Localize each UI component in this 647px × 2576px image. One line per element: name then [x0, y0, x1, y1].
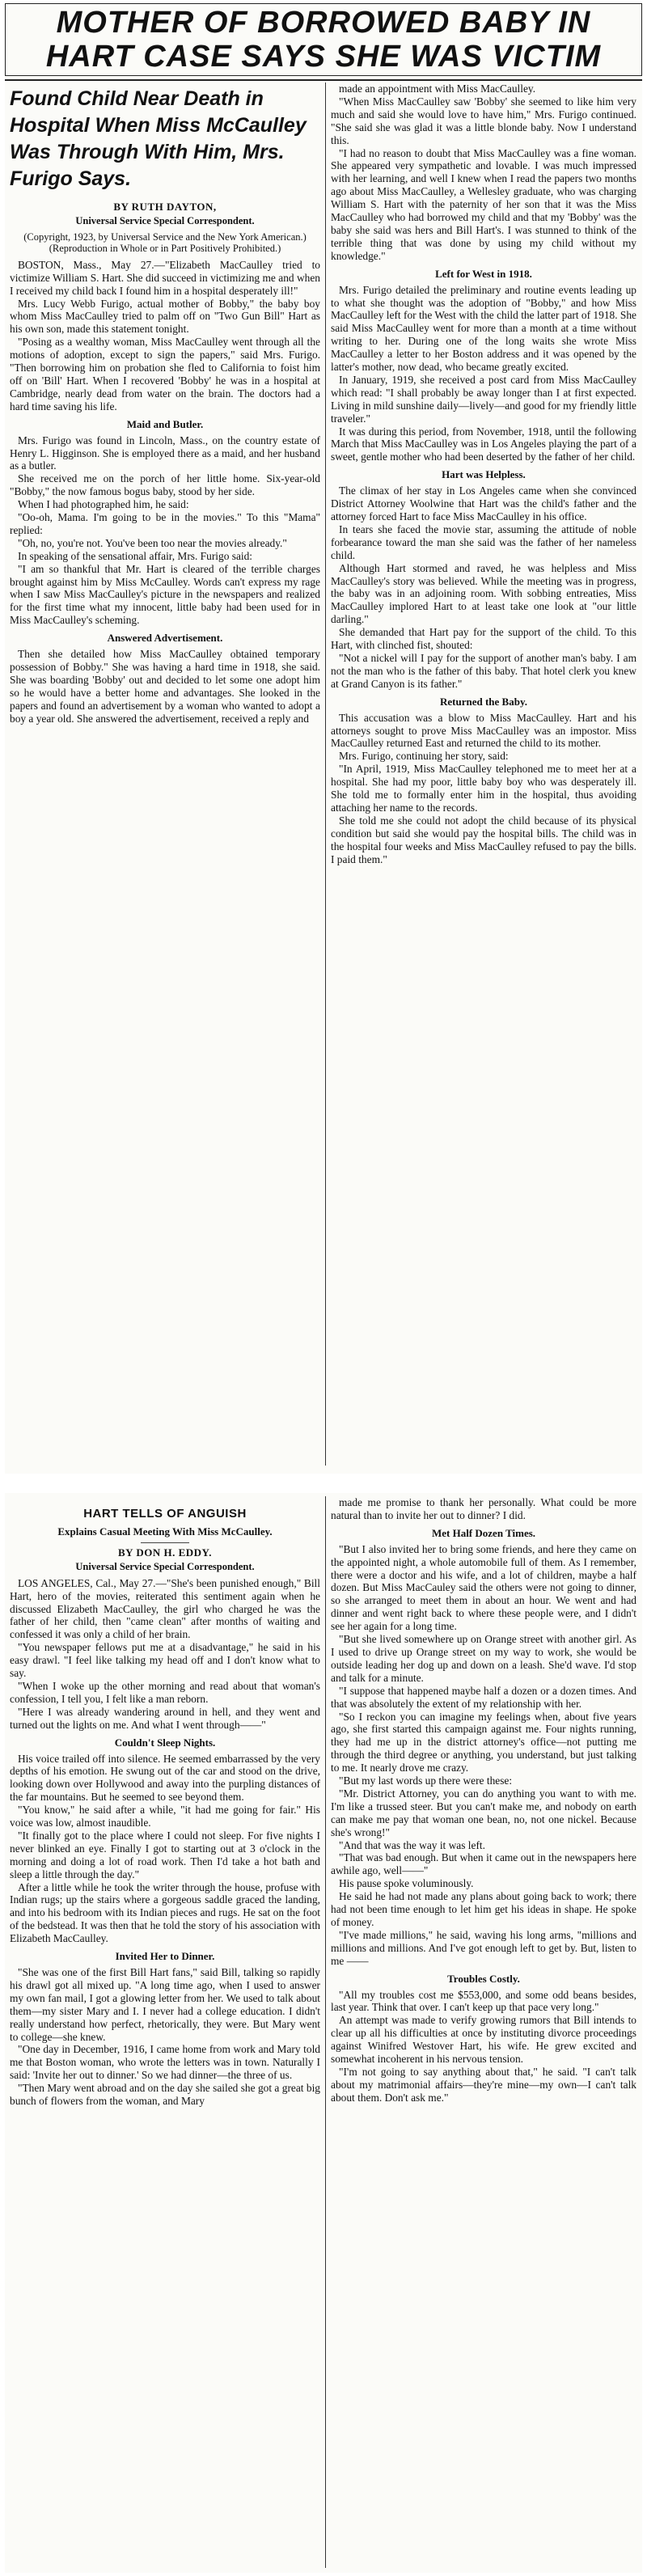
paragraph: "I'm not going to say anything about that," he said. "I can't talk about my matrimonial affairs—they're mine—my own—I can't talk about them. Don't ask me." — [331, 2065, 636, 2104]
article-column-right — [331, 1496, 636, 2104]
paragraph: "I suppose that happened maybe half a dozen or a dozen times. And that was absolutely the extent of my relationship with her. — [331, 1684, 636, 1710]
paragraph: Mrs. Furigo, continuing her story, said: — [339, 750, 509, 763]
section-heading-hart-was-helpless: Hart was Helpless. — [442, 468, 526, 481]
paragraph: "Here I was already wandering around in hell, and they went and turned out the lights on me. And what I went through——" — [10, 1705, 320, 1731]
paragraph: "I had no reason to doubt that Miss MacCaulley was a fine woman. She appeared very sympathetic and lovable. I was much impressed with her learning, and well I knew when I read the papers two months ago about Miss MacCaulley, a Wellesley graduate, who was charging William S. Hart with the paternity of her son that it was the Miss MacCaulley who had borrowed my child and that my 'Bobby' was the baby she said was hers and Bill Hart's. I was stunned to think of the terrible thing that was done by using my child without my knowledge." — [331, 146, 636, 262]
paragraph: Mrs. Furigo detailed the preliminary and routine events leading up to what she thought was the adoption of "Bobby," and how Miss MacCaulley left for the West with the child the latter part of 1918. She said Miss MacCaulley went for more than a month at a time without writing to her. During one of the long waits she wrote Miss MacCaulley a letter to her Boston address and it was opened by the latter's mother, now dead, who became greatly excited. — [331, 283, 636, 374]
paragraph-group — [331, 82, 636, 263]
article-column-left — [10, 1499, 320, 2108]
paragraph: "You newspaper fellows put me at a disadvantage," he said in his easy drawl. "I feel like talking my head off and I don't know what to say. — [10, 1641, 320, 1680]
column-rule — [325, 82, 326, 1466]
paragraph: His pause spoke voluminously. — [339, 1877, 474, 1890]
paragraph: BOSTON, Mass., May 27.—"Elizabeth MacCaulley tried to victimize William S. Hart. She did succeed in victimizing me and when I received my child back I found him in a hospital desperately ill!" — [10, 258, 320, 297]
paragraph-group — [331, 1989, 636, 2104]
section-heading-answered-advertisement: Answered Advertisement. — [107, 632, 223, 645]
headline-box — [5, 3, 642, 76]
paragraph: It was during this period, from November, 1918, until the following March that Miss MacCaulley was in Los Angeles playing the part of a sweet, gentle mother who had been deserted by the father of her child. — [331, 425, 636, 463]
byline: BY RUTH DAYTON, — [113, 201, 217, 213]
paragraph: An attempt was made to verify growing rumors that Bill intends to clear up all his difficulties at once by instituting divorce proceedings against Winifred Westover Hart, his wife. He grew excited and somewhat incoherent in his nervous tension. — [331, 2014, 636, 2066]
paragraph: She received me on the porch of her little home. Six-year-old "Bobby," the now famous bogus baby, stood by her side. — [10, 472, 320, 498]
paragraph: LOS ANGELES, Cal., May 27.—"She's been punished enough," Bill Hart, hero of the movies, reiterated this sentiment again when he discussed Elizabeth MacCaulley, the girl who charged he was the father of her child, then "came clean" after months of waiting and confessed it was only a child of her brain. — [10, 1576, 320, 1641]
section-heading-left-for-west: Left for West in 1918. — [435, 267, 532, 280]
paragraph: made an appointment with Miss MacCaulley. — [339, 82, 536, 95]
paragraph: Mrs. Furigo was found in Lincoln, Mass., on the country estate of Henry L. Higginson. She is employed there as a maid, and her husband as a butler. — [10, 434, 320, 472]
paragraph: "I've made millions," he said, waving his long arms, "millions and millions and millions. And I've got enough left to get by. But, listen to me —— — [331, 1928, 636, 1967]
clipping-hart-case-mother — [5, 3, 642, 1474]
paragraph: "That was bad enough. But when it came out in the newspapers here awhile ago, well——" — [331, 1851, 636, 1877]
paragraph: "In April, 1919, Miss MacCaulley telephoned me to meet her at a hospital. She had my poor, little baby boy who was desperately ill. She told me to formally enter him in the hospital, thus avoiding attaching her name to the records. — [331, 763, 636, 814]
paragraph: "But she lived somewhere up on Orange street with another girl. As I used to drive up Orange street on my way to work, she would be outside leading her dog up and down on a leash. She'd wave. I'd stop and talk for a minute. — [331, 1633, 636, 1684]
paragraph-group — [331, 1543, 636, 1968]
paragraph: "Oh, no, you're not. You've been too near the movies already." — [18, 536, 287, 549]
paragraph-group — [10, 434, 320, 628]
section-heading-invited-her-to-dinner: Invited Her to Dinner. — [115, 1950, 215, 1963]
paragraph: "Posing as a wealthy woman, Miss MacCaulley went through all the motions of adoption, except to sign the papers," said Mrs. Furigo. "Then borrowing him on probation she fled to California to foist him off on 'Bill' Hart. When I recovered 'Bobby' he was in a hospital at Cambridge, nearly dead from water on the brain. The doctors had a hard time saving his life. — [10, 336, 320, 412]
paragraph: "All my troubles cost me $553,000, and some odd beans besides, last year. Think that over. I can't keep up that pace very long." — [331, 1988, 636, 2014]
paragraph: In tears she faced the movie star, assuming the attitude of noble forbearance toward the man she said was the father of her nameless child. — [331, 522, 636, 561]
subheadline: Found Child Near Death in Hospital When Miss McCaulley Was Through With Him, Mrs. Furigo Says. — [10, 87, 307, 190]
paragraph-group — [10, 1577, 320, 1732]
paragraph: In speaking of the sensational affair, Mrs. Furigo said: — [18, 549, 253, 562]
paragraph: "When Miss MacCaulley saw 'Bobby' she seemed to like him very much and said she would love to have him," Mrs. Furigo continued. "She said she was glad it was a little blonde baby. Now I understand this. — [331, 95, 636, 146]
paragraph: Mrs. Lucy Webb Furigo, actual mother of Bobby," the baby boy whom Miss MacCaulley tried to palm off on "Two Gun Bill" Hart as his own son, made this statement tonight. — [10, 297, 320, 336]
divider — [141, 1542, 189, 1543]
paragraph: "You know," he said after a while, "it had me going for fair." His voice was low, almost inaudible. — [10, 1804, 320, 1829]
paragraph: "Oo-oh, Mama. I'm going to be in the movies." To this "Mama" replied: — [10, 511, 320, 536]
paragraph-group — [10, 259, 320, 413]
paragraph-group — [10, 1966, 320, 2108]
paragraph: When I had photographed him, he said: — [18, 498, 189, 511]
paragraph: The climax of her stay in Los Angeles came when she convinced District Attorney Woolwine that Hart was the child's father and the attorney forced Hart to face Miss MacCaulley in his office. — [331, 484, 636, 522]
clipping-hart-tells-of-anguish — [5, 1493, 642, 2573]
paragraph: He said he had not made any plans about going back to work; there had not been time enough to let him get his ideas in shape. He spoke of money. — [331, 1890, 636, 1928]
paragraph: "And that was the way it was left. — [339, 1838, 485, 1851]
paragraph: "Then Mary went abroad and on the day she sailed she got a great big bunch of flowers from the woman, and Mary — [10, 2082, 320, 2108]
copyright-notice: (Copyright, 1923, by Universal Service and the New York American.) (Reproduction in Whole or in Part Positively Prohibited.) — [23, 231, 307, 254]
paragraph-group — [331, 1496, 636, 1522]
paragraph: "I am so thankful that Mr. Hart is cleared of the terrible charges brought against him by Miss McCaulley. Words can't express my rage when I saw Miss MacCaulley's picture in the newspapers and realized for the first time what my innocent, little baby had been used for in Miss MacCaulley's scheming. — [10, 562, 320, 627]
paragraph: "Mr. District Attorney, you can do anything you want to with me. I'm like a trussed steer. But you can't make me, and nobody on earth can make me pay that woman one bean, no, not one nickel. Because she's wrong!" — [331, 1787, 636, 1838]
paragraph: She told me she could not adopt the child because of its physical condition but said she would pay the hospital bills. The child was in the hospital four weeks and Miss MacCaulley refused to pay the bills. I paid them." — [331, 814, 636, 865]
paragraph: "She was one of the first Bill Hart fans," said Bill, talking so rapidly his drawl got all mixed up. "A long time ago, when I used to answer my own fan mail, I got a glowing letter from her. We used to talk about them—my sister Mary and I. I never had a college education. I didn't really understand how perfect, rhetorically, they were. But Mary went to college—she knew. — [10, 1966, 320, 2043]
paragraph: made me promise to thank her personally. What could be more natural than to invite her out to dinner? I did. — [331, 1496, 636, 1521]
paragraph-group — [10, 1753, 320, 1946]
paragraph: His voice trailed off into silence. He seemed embarrassed by the very depths of his emotion. He swung out of the car and stood on the drive, looking down over Hollywood and away into the purpling distances of the far mountains. But he seemed to see beyond them. — [10, 1752, 320, 1804]
column-rule — [325, 1496, 326, 2568]
deck: Explains Casual Meeting With Miss McCaulley. — [57, 1525, 273, 1538]
paragraph: "But I also invited her to bring some friends, and here they came on the appointed night, a whole automobile full of them. As I remember, there were a doctor and his wife, and a lot of children, maybe a half dozen. But Miss MacCauley said the others were not going to dinner, so she arranged to meet them in about an hour. We went and had dinner and went right back to where these people were, and I didn't see her again for a long time. — [331, 1542, 636, 1633]
paragraph: "When I woke up the other morning and read about that woman's confession, I tell you, I felt like a man reborn. — [10, 1679, 320, 1705]
paragraph: In January, 1919, she received a post card from Miss MacCaulley which read: "I shall probably be away longer than I at first expected. Living in mild sunshine daily—lively—and good for my friendly little traveler." — [331, 373, 636, 425]
paragraph: "But my last words up there were these: — [339, 1774, 513, 1787]
byline: BY DON H. EDDY. — [118, 1546, 212, 1559]
section-heading-met-half-dozen-times: Met Half Dozen Times. — [431, 1526, 536, 1539]
paragraph-group — [331, 484, 636, 691]
section-heading-troubles-costly: Troubles Costly. — [447, 1972, 520, 1985]
section-heading-returned-the-baby: Returned the Baby. — [440, 695, 527, 708]
paragraph: Although Hart stormed and raved, he was helpless and Miss MacCaulley's story was believed. While the meeting was in progress, the baby was in an adjoining room. With sobbing entreaties, Miss MacCaulley implored Hart to at least take one look at "our little darling." — [331, 561, 636, 626]
headline: MOTHER OF BORROWED BABY IN HART CASE SAYS SHE WAS VICTIM — [45, 6, 602, 74]
paragraph: "Not a nickel will I pay for the support of another man's baby. I am not the man who is the father of this baby. That hotel clerk you knew at Grand Canyon is its father." — [331, 651, 636, 690]
paragraph: Then she detailed how Miss MacCaulley obtained temporary possession of Bobby." She was having a hard time in 1918, she said. She was boarding 'Bobby' out and decided to let some one adopt him so he would have a better home and advantages. She looked in the papers and found an advertisement by a woman who wanted to adopt a boy a year old. She answered the advertisement, received a reply and — [10, 648, 320, 725]
credit-line: Universal Service Special Correspondent. — [75, 1560, 255, 1572]
paragraph-group — [10, 648, 320, 725]
paragraph: After a little while he took the writer through the house, profuse with Indian rugs; up the stairs where a gorgeous saddle graced the landing, and into his bedroom with its Indian pieces and rugs. He sat on the foot of the bedstead. It was then that he told the story of his association with Elizabeth MacCaulley. — [10, 1880, 320, 1945]
headline: HART TELLS OF ANGUISH — [83, 1507, 247, 1521]
credit-line: Universal Service Special Correspondent. — [75, 214, 255, 226]
paragraph-group — [331, 712, 636, 866]
headline-rule — [5, 79, 642, 81]
paragraph: This accusation was a blow to Miss MacCaulley. Hart and his attorneys sought to prove Miss MacCaulley was an impostor. Miss MacCaulley returned East and returned the child to its mother. — [331, 711, 636, 750]
article-column-left — [10, 84, 320, 725]
paragraph-group — [331, 284, 636, 464]
paragraph: "So I reckon you can imagine my feelings when, about five years ago, she first started this campaign against me. Four nights running, they had me up in the district attorney's office—not putting me through the third degree or anything, you understand, but just talking to me. It nearly drove me crazy. — [331, 1710, 636, 1774]
article-column-right — [331, 82, 636, 865]
paragraph: "It finally got to the place where I could not sleep. For five nights I never blinked an eye. Finally I got to starting out at 3 o'clock in the morning and doing a lot of road work. Then I'd take a hot bath and sleep a little through the day." — [10, 1829, 320, 1880]
paragraph: She demanded that Hart pay for the support of the child. To this Hart, with clinched fist, shouted: — [331, 626, 636, 652]
section-heading-couldnt-sleep: Couldn't Sleep Nights. — [114, 1736, 216, 1749]
paragraph: "One day in December, 1916, I came home from work and Mary told me that Boston woman, who wrote the letters was in town. Naturally I said: 'Invite her out to dinner.' So we had dinner—the three of us. — [10, 2043, 320, 2082]
section-heading-maid-and-butler: Maid and Butler. — [126, 417, 204, 430]
